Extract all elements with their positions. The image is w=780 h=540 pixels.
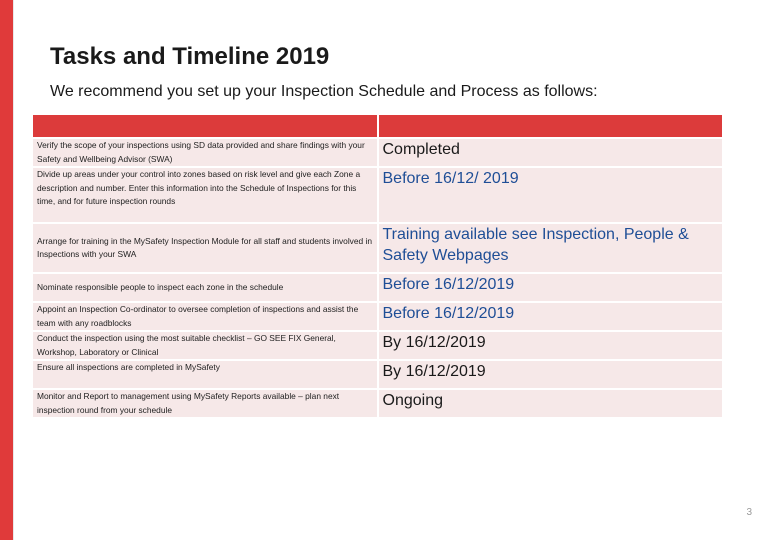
table-row <box>33 332 722 359</box>
task-cell: Appoint an Inspection Co-ordinator to oversee completion of inspections and assist the team with any roadblocks <box>33 303 377 330</box>
status-cell: Before 16/12/2019 <box>379 303 723 330</box>
table-header-row <box>33 115 722 137</box>
table-row <box>33 303 722 330</box>
table-row <box>33 224 722 272</box>
status-cell: Training available see Inspection, People & Safety Webpages <box>379 224 723 272</box>
slide-title: Tasks and Timeline 2019 <box>50 43 330 70</box>
status-cell: Completed <box>379 139 723 166</box>
divider-line <box>13 0 14 540</box>
task-cell: Nominate responsible people to inspect each zone in the schedule <box>33 274 377 301</box>
status-cell: Ongoing <box>379 390 723 417</box>
header-cell-status <box>379 115 723 137</box>
table-row <box>33 390 722 417</box>
header-cell-task <box>33 115 377 137</box>
task-cell: Conduct the inspection using the most suitable checklist – GO SEE FIX General, Workshop, Laboratory or Clinical <box>33 332 377 359</box>
status-cell: Before 16/12/ 2019 <box>379 168 723 222</box>
status-cell: Before 16/12/2019 <box>379 274 723 301</box>
task-cell: Verify the scope of your inspections using SD data provided and share findings with your Safety and Wellbeing Advisor (SWA) <box>33 139 377 166</box>
table-row <box>33 274 722 301</box>
task-cell: Divide up areas under your control into zones based on risk level and give each Zone a description and number. Enter this information into the Schedule of Inspections for this time, and for future inspection rounds <box>33 168 377 222</box>
schedule-table <box>31 113 724 419</box>
table-row <box>33 168 722 222</box>
accent-bar <box>0 0 13 540</box>
slide-subtitle: We recommend you set up your Inspection Schedule and Process as follows: <box>50 83 598 100</box>
table-row <box>33 139 722 166</box>
status-cell: By 16/12/2019 <box>379 332 723 359</box>
task-cell: Arrange for training in the MySafety Inspection Module for all staff and students involved in Inspections with your SWA <box>33 224 377 272</box>
page-number: 3 <box>746 507 752 518</box>
table-row <box>33 361 722 388</box>
task-cell: Monitor and Report to management using MySafety Reports available – plan next inspection round from your schedule <box>33 390 377 417</box>
task-cell: Ensure all inspections are completed in MySafety <box>33 361 377 388</box>
status-cell: By 16/12/2019 <box>379 361 723 388</box>
